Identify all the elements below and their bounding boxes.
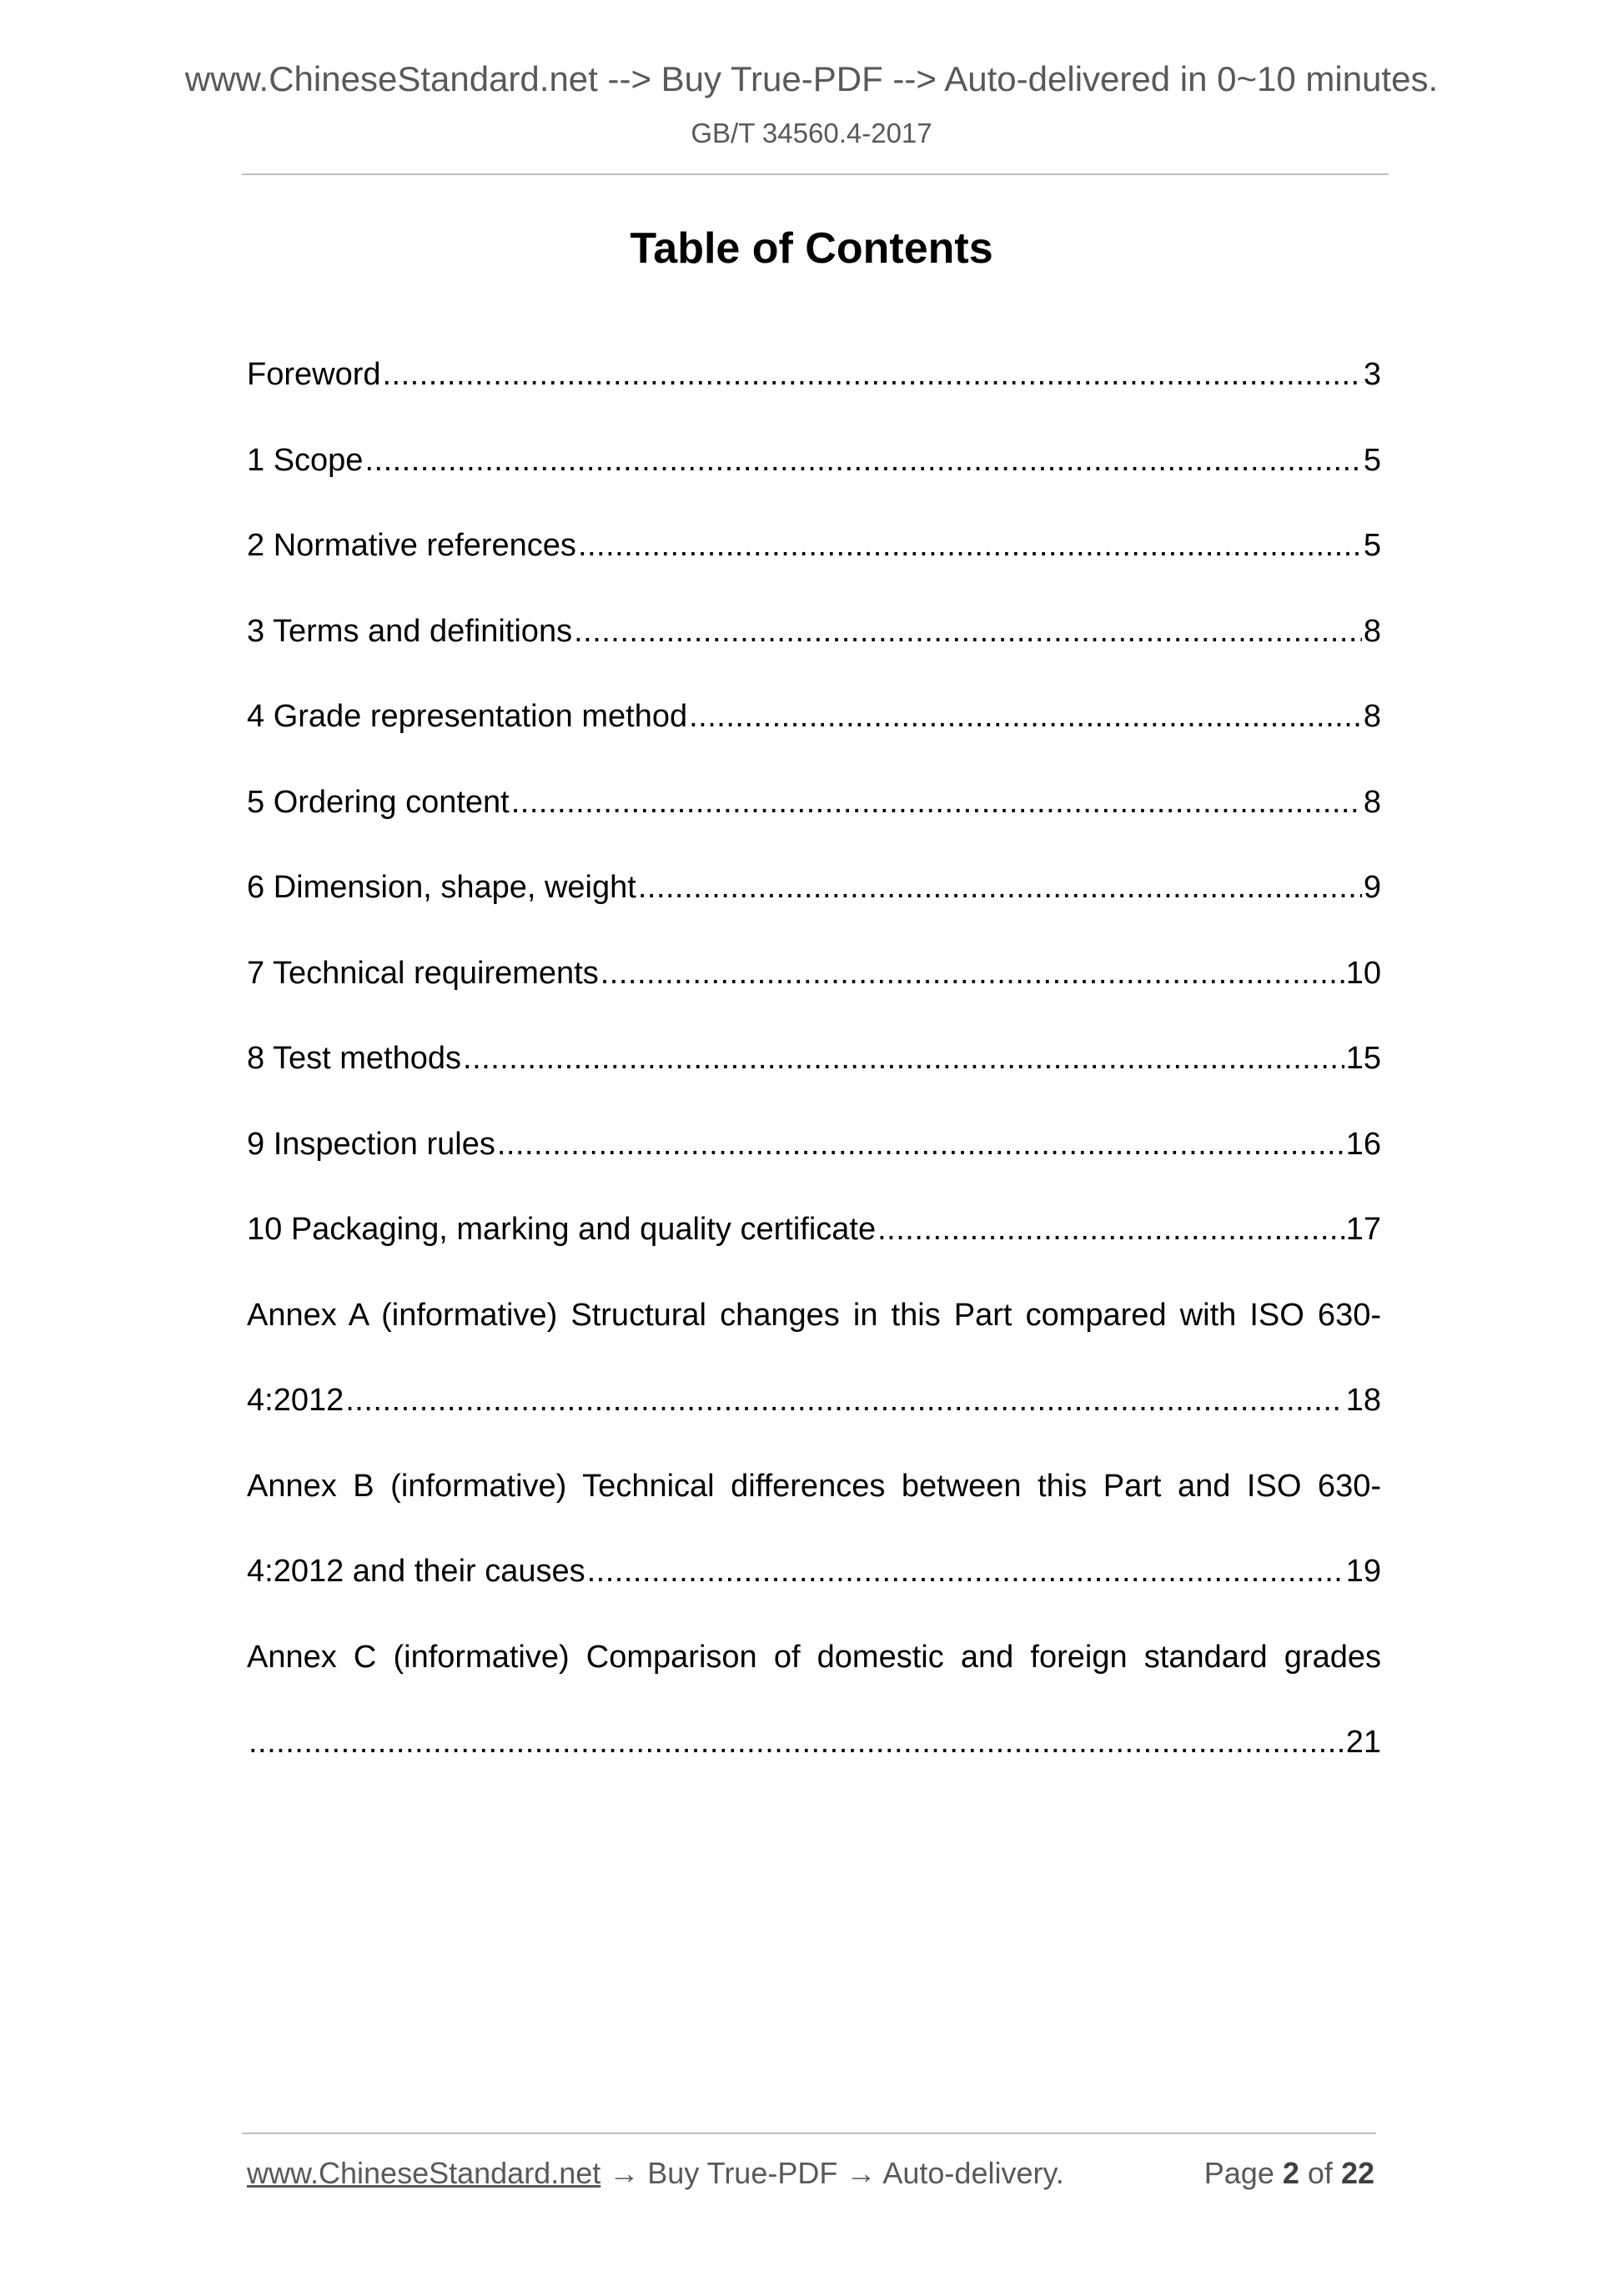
toc-page-number: 8 — [1363, 699, 1381, 734]
footer-divider — [242, 2133, 1376, 2134]
of-word: of — [1307, 2156, 1333, 2190]
dot-leader — [364, 445, 1361, 476]
page-indicator — [1204, 2158, 1374, 2188]
toc-entry-test-methods[interactable] — [247, 1042, 1381, 1128]
toc-page-number: 15 — [1345, 1041, 1381, 1076]
dot-leader — [383, 359, 1362, 390]
toc-entry-inspection-rules[interactable] — [247, 1128, 1381, 1214]
dot-leader — [578, 530, 1362, 561]
toc-entry-annex-c[interactable] — [247, 1641, 1381, 1727]
toc-entry-label: Annex B (informative) Technical differences between this Part and ISO 630- — [247, 1468, 1381, 1504]
toc-entry-label: 1 Scope — [247, 442, 364, 478]
dot-leader — [587, 1555, 1344, 1587]
dot-leader — [689, 701, 1362, 732]
dot-leader — [497, 1128, 1344, 1160]
toc-entry-foreword[interactable] — [247, 359, 1381, 445]
toc-entry-label: 4 Grade representation method — [247, 699, 688, 734]
toc-entry-annex-b[interactable] — [247, 1470, 1381, 1556]
toc-entry-label: Annex C (informative) Comparison of domestic and foreign standard grades — [247, 1639, 1381, 1675]
toc-entry-label: 8 Test methods — [247, 1041, 462, 1076]
toc-page-number: 8 — [1363, 784, 1381, 820]
footer-promo — [247, 2158, 1064, 2188]
toc-entry-annex-a-continued[interactable] — [247, 1384, 1381, 1470]
toc-entry-dimension-shape-weight[interactable] — [247, 872, 1381, 957]
current-page-number: 2 — [1282, 2156, 1299, 2190]
toc-entry-label: 4:2012 and their causes — [247, 1554, 585, 1589]
dot-leader — [877, 1213, 1344, 1245]
toc-entry-scope[interactable] — [247, 442, 1381, 530]
toc-entry-label: 3 Terms and definitions — [247, 613, 573, 649]
toc-entry-label: 9 Inspection rules — [247, 1126, 495, 1162]
total-pages-number: 22 — [1340, 2156, 1374, 2190]
page-word: Page — [1203, 2156, 1274, 2190]
toc-page-number: 5 — [1363, 528, 1381, 563]
dot-leader — [345, 1384, 1344, 1416]
toc-entry-annex-b-continued[interactable] — [247, 1555, 1381, 1641]
toc-entry-annex-c-continued[interactable] — [247, 1726, 1381, 1812]
header-divider — [242, 173, 1389, 175]
table-of-contents — [247, 359, 1381, 1812]
arrow-right-icon: → — [609, 2156, 640, 2190]
toc-page-number: 3 — [1363, 357, 1381, 392]
dot-leader — [638, 872, 1362, 903]
dot-leader — [600, 957, 1344, 989]
header-banner: www.ChineseStandard.net --> Buy True-PDF --> Auto-delivered in 0~10 minutes. — [184, 59, 1439, 98]
toc-entry-label: Annex A (informative) Structural changes in this Part compared with ISO 630- — [247, 1297, 1381, 1333]
toc-entry-grade-representation[interactable] — [247, 701, 1381, 786]
toc-entry-label: 6 Dimension, shape, weight — [247, 870, 636, 905]
toc-page-number: 8 — [1363, 613, 1381, 649]
footer-delivery-text: Auto-delivery. — [882, 2156, 1064, 2190]
toc-entry-annex-a[interactable] — [247, 1299, 1381, 1385]
toc-entry-packaging[interactable] — [247, 1213, 1381, 1299]
toc-entry-label: 4:2012 — [247, 1383, 344, 1418]
dot-leader — [574, 615, 1362, 647]
dot-leader — [511, 786, 1362, 818]
toc-entry-terms-definitions[interactable] — [247, 615, 1381, 701]
footer-buy-text: Buy True-PDF — [647, 2156, 838, 2190]
dot-leader — [463, 1042, 1344, 1074]
dot-leader — [249, 1726, 1344, 1758]
document-code: GB/T 34560.4-2017 — [691, 118, 932, 148]
toc-page-number: 21 — [1345, 1725, 1381, 1760]
toc-page-number: 10 — [1345, 955, 1381, 991]
toc-page-number: 17 — [1345, 1212, 1381, 1247]
toc-page-number: 5 — [1363, 442, 1381, 478]
toc-entry-label: 5 Ordering content — [247, 784, 510, 820]
arrow-right-icon: → — [846, 2156, 877, 2190]
toc-page-number: 19 — [1345, 1554, 1381, 1589]
toc-entry-label: 2 Normative references — [247, 528, 576, 563]
toc-entry-label: 10 Packaging, marking and quality certificate — [247, 1212, 877, 1247]
toc-entry-label: 7 Technical requirements — [247, 955, 599, 991]
page-title: Table of Contents — [630, 224, 993, 273]
toc-page-number: 18 — [1345, 1383, 1381, 1418]
toc-page-number: 9 — [1363, 870, 1381, 905]
toc-entry-normative-references[interactable] — [247, 530, 1381, 615]
toc-entry-ordering-content[interactable] — [247, 786, 1381, 872]
toc-page-number: 16 — [1345, 1126, 1381, 1162]
toc-entry-technical-requirements[interactable] — [247, 957, 1381, 1043]
toc-entry-label: Foreword — [247, 357, 381, 392]
footer-site-link[interactable]: www.ChineseStandard.net — [247, 2156, 601, 2190]
